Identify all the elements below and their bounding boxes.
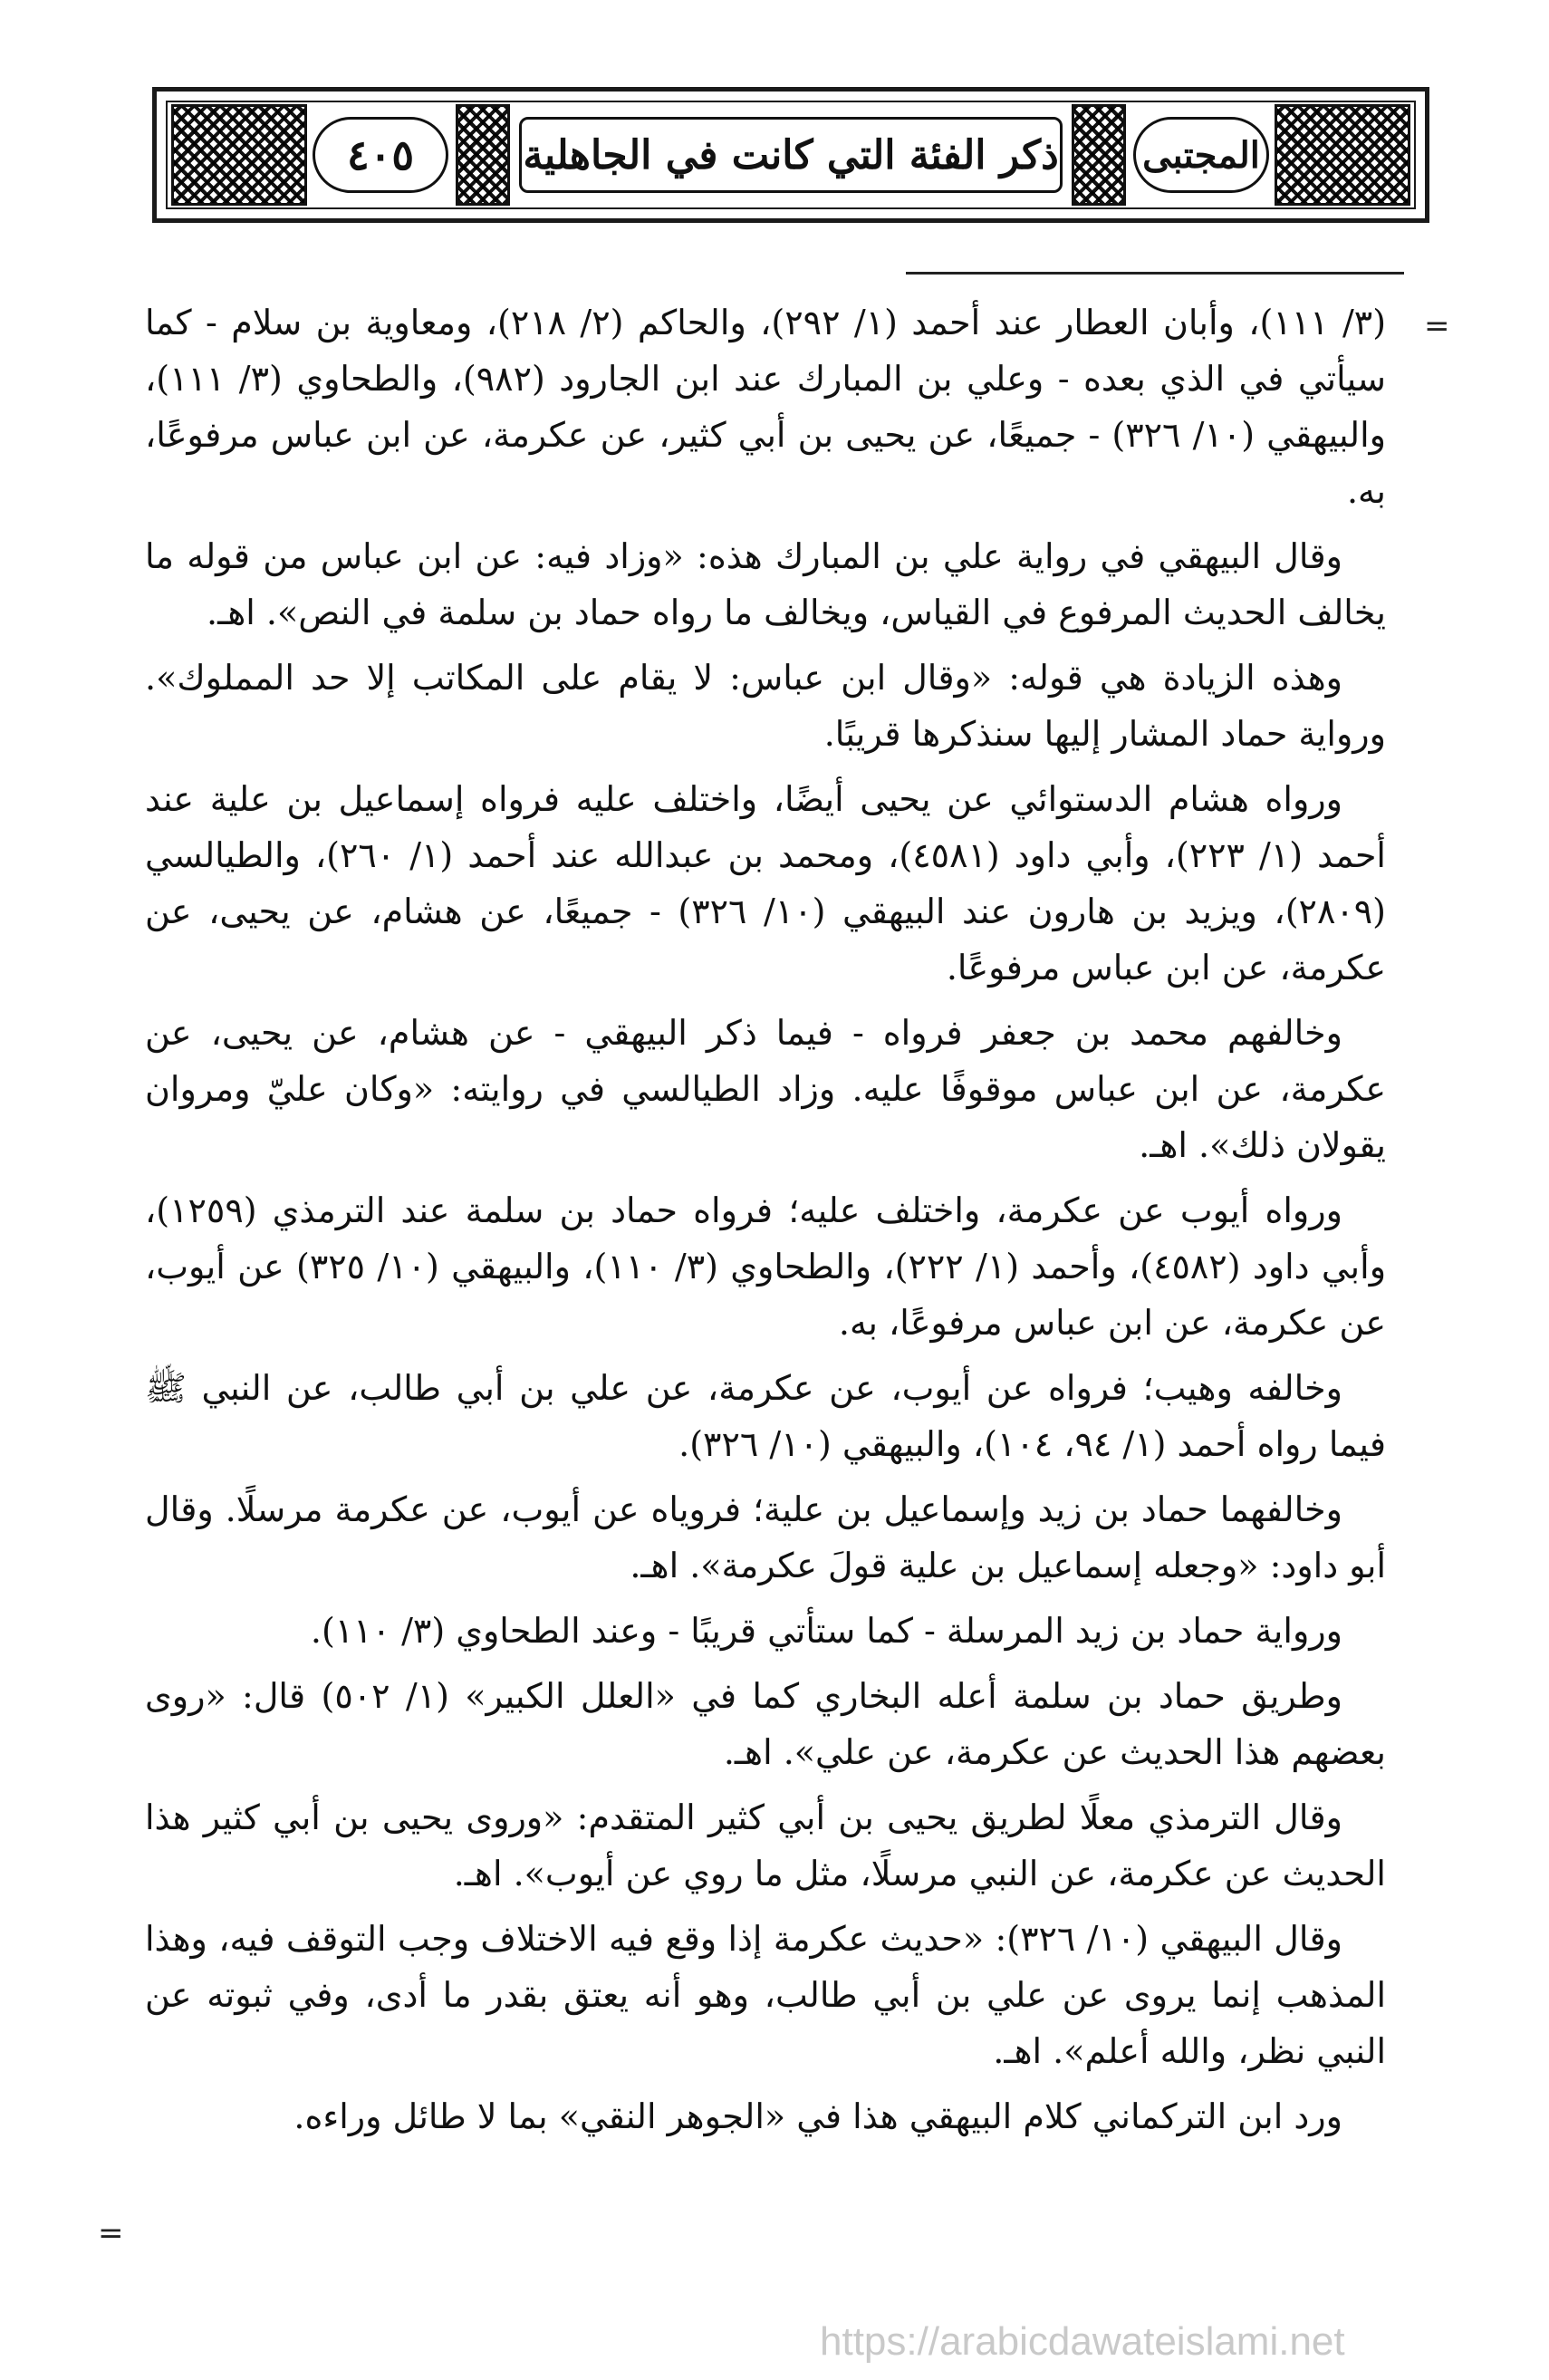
- footnote-separator: [906, 272, 1404, 275]
- paragraph: ورواية حماد بن زيد المرسلة - كما ستأتي قريبًا - وعند الطحاوي (٣/ ١١٠).: [310, 1611, 1342, 1651]
- paragraph: وطريق حماد بن سلمة أعله البخاري كما في «العلل الكبير» (١/ ٥٠٢) قال: «روى بعضهم هذا الحديث عن عكرمة، عن علي». اهـ.: [145, 1676, 1386, 1772]
- continuation-mark-top: =: [1424, 308, 1450, 344]
- book-logo: المجتبى: [1133, 117, 1269, 193]
- chapter-title: ذكر الفئة التي كانت في الجاهلية: [519, 117, 1063, 193]
- paragraph: وخالفهما حماد بن زيد وإسماعيل بن علية؛ فروياه عن أيوب، عن عكرمة مرسلًا. وقال أبو داود: «وجعله إسماعيل بن علية قولَ عكرمة». اهـ.: [145, 1489, 1386, 1585]
- footnote-text: [145, 294, 1386, 2154]
- paragraph: وخالفه وهيب؛ فرواه عن أيوب، عن عكرمة، عن علي بن أبي طالب، عن النبي ﷺ فيما رواه أحمد (١/ ٩٤، ١٠٤)، والبيهقي (١٠/ ٣٢٦).: [145, 1368, 1386, 1464]
- left-inner-ornament-icon: [456, 104, 510, 206]
- paragraph: ورواه هشام الدستوائي عن يحيى أيضًا، واختلف عليه فرواه إسماعيل بن علية عند أحمد (١/ ٢٢٣)، وأبي داود (٤٥٨١)، ومحمد بن عبدالله عند أحمد (١/ ٢٦٠)، والطيالسي (٢٨٠٩)، ويزيد بن هارون عند البيهقي (١٠/ ٣٢٦) - جميعًا، عن هشام، عن يحيى، عن عكرمة، عن ابن عباس مرفوعًا.: [145, 779, 1386, 988]
- watermark-url: https://arabicdawateislami.net: [820, 2319, 1345, 2364]
- right-ornament-icon: [1275, 104, 1410, 206]
- page-number: ٤٠٥: [313, 117, 448, 193]
- page-header-frame: [152, 87, 1429, 223]
- right-inner-ornament-icon: [1072, 104, 1126, 206]
- paragraph: وهذه الزيادة هي قوله: «وقال ابن عباس: لا يقام على المكاتب إلا حد المملوك». ورواية حماد المشار إليها سنذكرها قريبًا.: [145, 658, 1386, 754]
- paragraph: ورواه أيوب عن عكرمة، واختلف عليه؛ فرواه حماد بن سلمة عند الترمذي (١٢٥٩)، وأبي داود (٤٥٨٢)، وأحمد (١/ ٢٢٢)، والطحاوي (٣/ ١١٠)، والبيهقي (١٠/ ٣٢٥) عن أيوب، عن عكرمة، عن ابن عباس مرفوعًا، به.: [145, 1190, 1387, 1343]
- paragraph: وقال الترمذي معلًا لطريق يحيى بن أبي كثير المتقدم: «وروى يحيى بن أبي كثير هذا الحديث عن عكرمة، عن النبي مرسلًا، مثل ما روي عن أيوب». اهـ.: [145, 1797, 1386, 1893]
- paragraph: ورد ابن التركماني كلام البيهقي هذا في «الجوهر النقي» بما لا طائل وراءه.: [293, 2096, 1342, 2136]
- continuation-mark-bottom: =: [98, 2215, 124, 2251]
- paragraph: وقال البيهقي (١٠/ ٣٢٦): «حديث عكرمة إذا وقع فيه الاختلاف وجب التوقف فيه، وهذا المذهب إنما يروى عن علي بن أبي طالب، وهو أنه يعتق بقدر ما أدى، وفي ثبوته عن النبي نظر، والله أعلم». اهـ.: [145, 1919, 1386, 2071]
- paragraph: (٣/ ١١١)، وأبان العطار عند أحمد (١/ ٢٩٢)، والحاكم (٢/ ٢١٨)، ومعاوية بن سلام - كما سيأتي في الذي بعده - وعلي بن المبارك عند ابن الجارود (٩٨٢)، والطحاوي (٣/ ١١١)، والبيهقي (١٠/ ٣٢٦) - جميعًا، عن يحيى بن أبي كثير، عن عكرمة، عن ابن عباس مرفوعًا، به.: [145, 303, 1387, 511]
- paragraph: وقال البيهقي في رواية علي بن المبارك هذه: «وزاد فيه: عن ابن عباس من قوله ما يخالف الحديث المرفوع في القياس، ويخالف ما رواه حماد بن سلمة في النص». اهـ.: [145, 536, 1386, 632]
- paragraph: وخالفهم محمد بن جعفر فرواه - فيما ذكر البيهقي - عن هشام، عن يحيى، عن عكرمة، عن ابن عباس موقوفًا عليه. وزاد الطيالسي في روايته: «وكان عليّ ومروان يقولان ذلك». اهـ.: [145, 1013, 1386, 1165]
- left-ornament-icon: [171, 104, 307, 206]
